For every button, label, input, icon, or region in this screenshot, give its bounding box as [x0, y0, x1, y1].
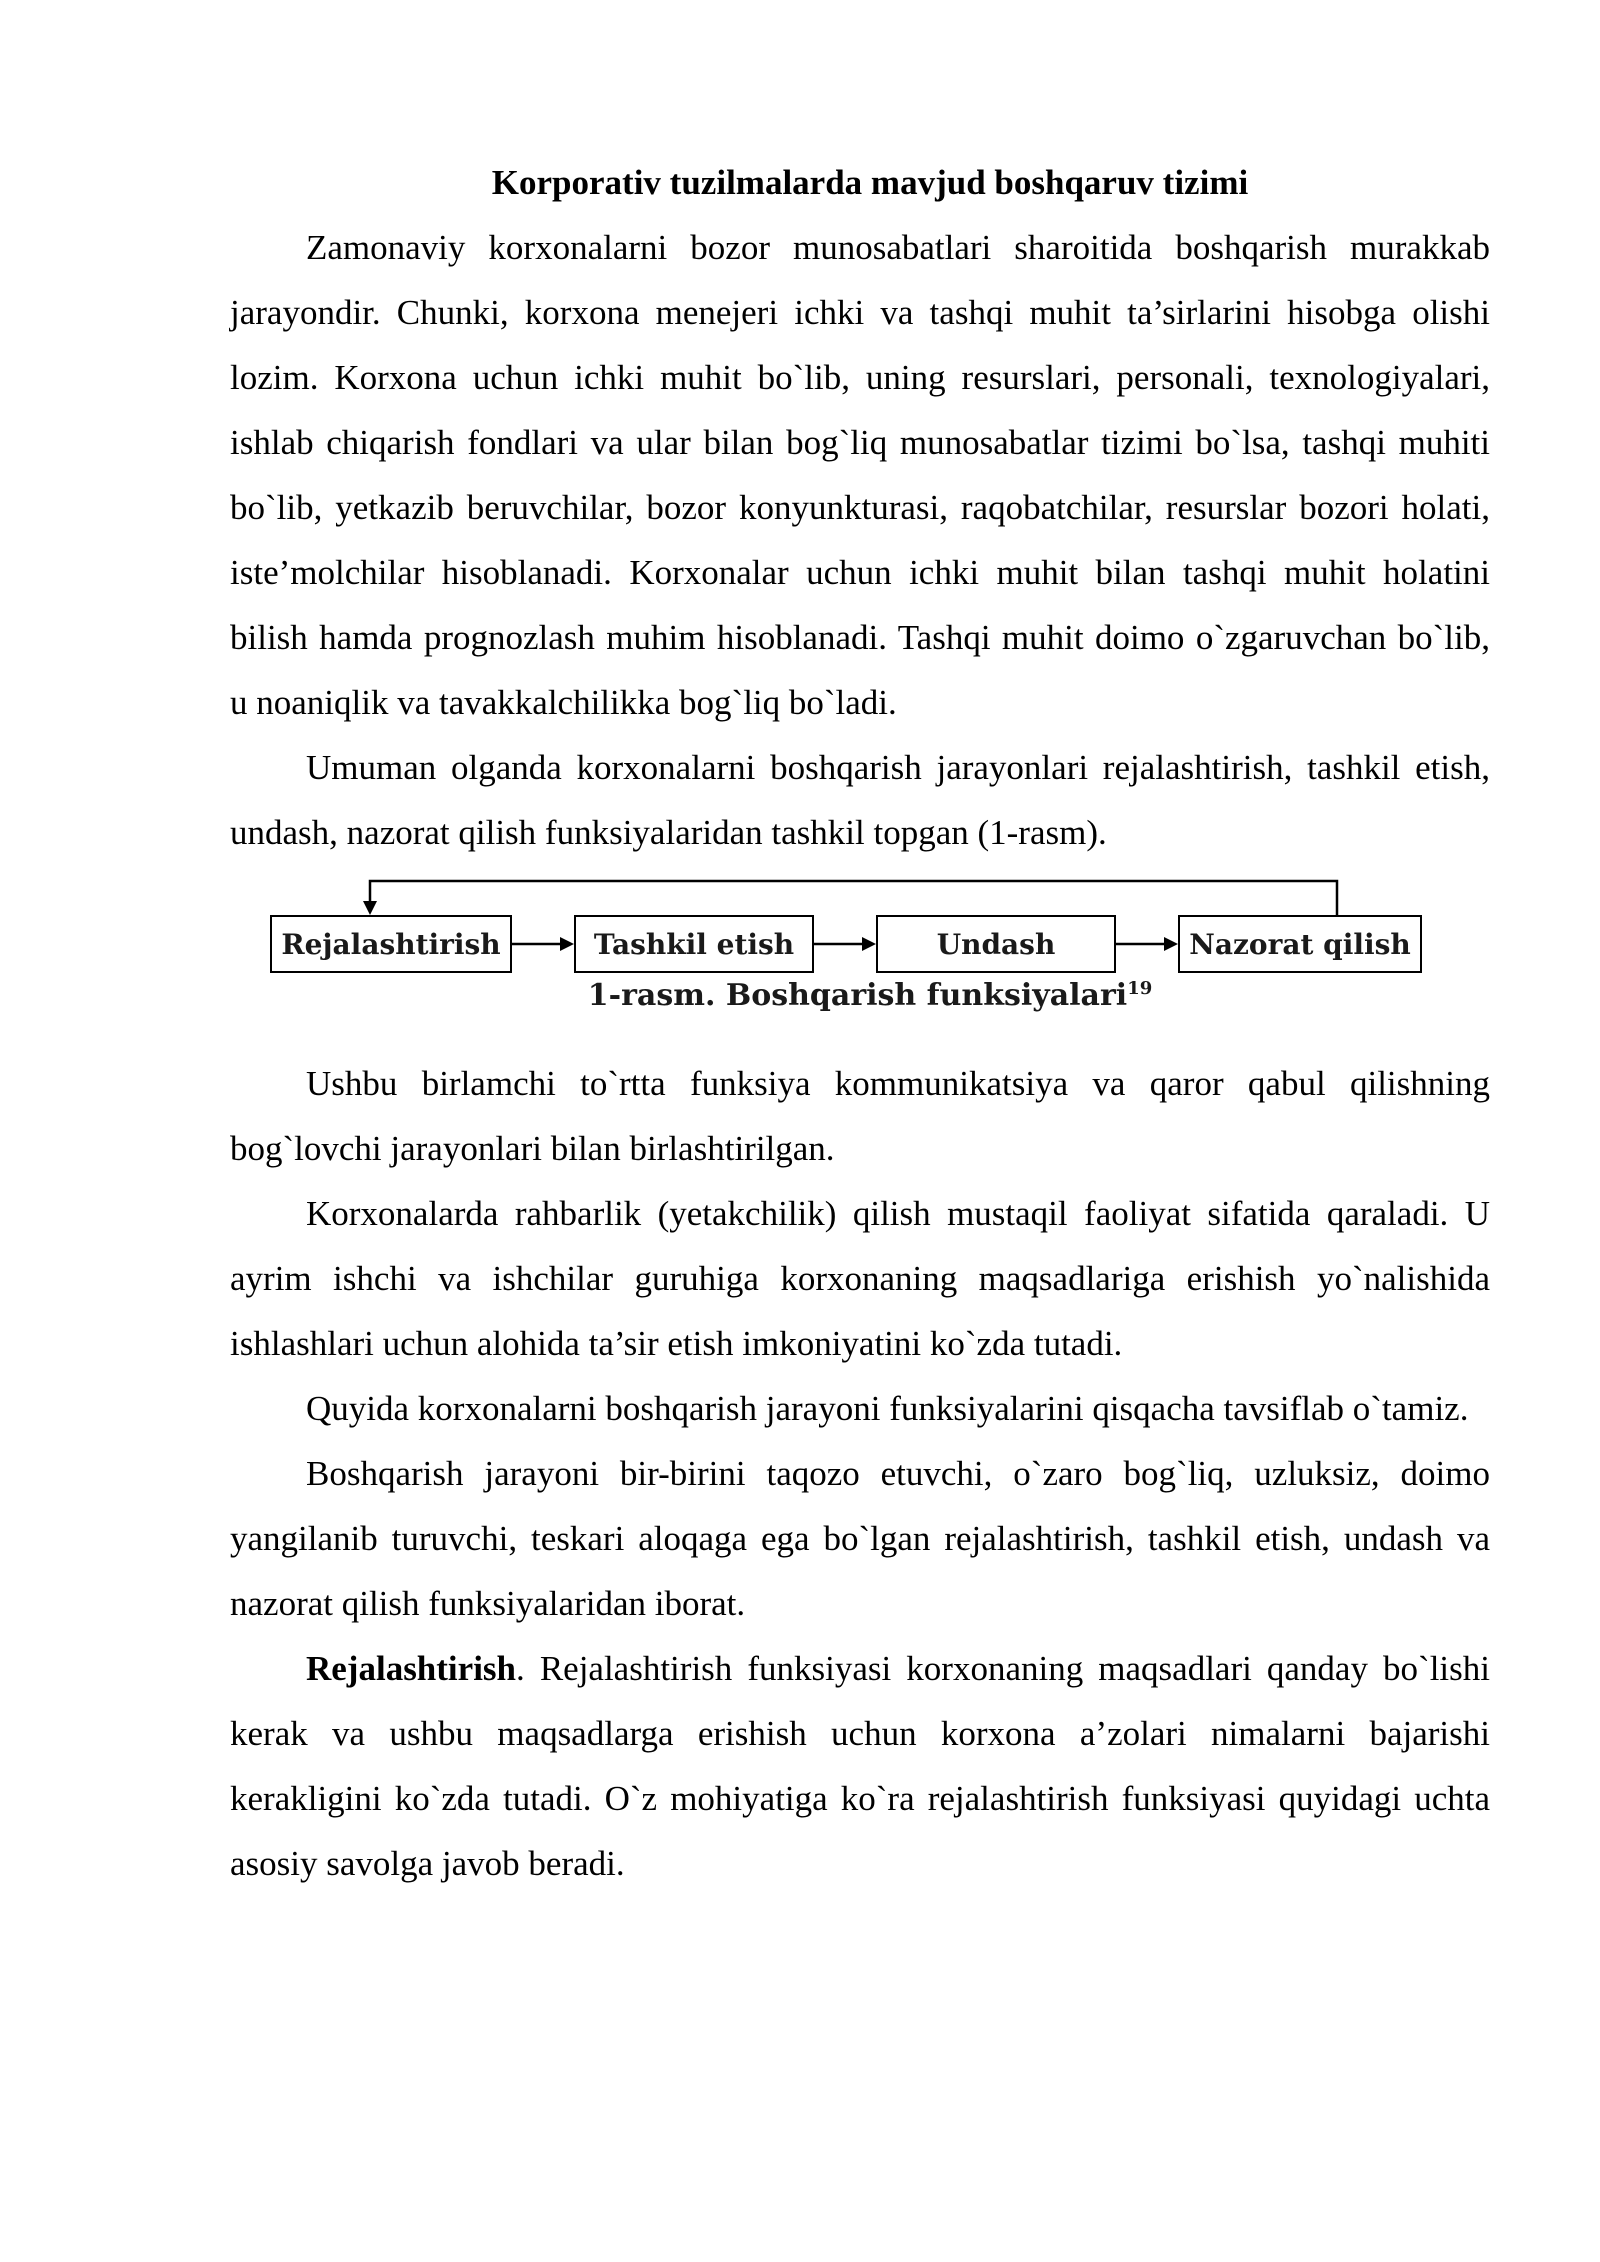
page-content: [230, 150, 1490, 1896]
planning-text: . Rejalashtirish funksiyasi korxonaning maqsadlari qanday bo`lishi kerak va ushbu maqsadlarga erishish uchun korxona a’zolari nimalarni bajarishi kerakligini ko`zda tutadi. O`z mohiyatiga ko`ra rejalashtirish funksiyasi quyidagi uchta asosiy savolga javob beradi.: [230, 1649, 1490, 1883]
box-rejalashtirish: Rejalashtirish: [270, 915, 512, 973]
paragraph-four-functions: Ushbu birlamchi to`rtta funksiya kommunikatsiya va qaror qabul qilishning bog`lovchi jarayonlari bilan birlashtirilgan.: [230, 1064, 1490, 1168]
arrowhead-3: [1164, 937, 1178, 951]
box-tashkil-etish: Tashkil etish: [574, 915, 814, 973]
paragraph-process-intro: Umuman olganda korxonalarni boshqarish jarayonlari rejalashtirish, tashkil etish, undash, nazorat qilish funksiyalaridan tashkil topgan (1-rasm).: [230, 748, 1490, 852]
paragraph-leadership: Korxonalarda rahbarlik (yetakchilik) qilish mustaqil faoliyat sifatida qaraladi. U ayrim ishchi va ishchilar guruhiga korxonaning maqsadlariga erishish yo`nalishida ishlashlari uchun alohida ta’sir etish imkoniyatini ko`zda tutadi.: [230, 1194, 1490, 1363]
document-title: Korporativ tuzilmalarda mavjud boshqaruv tizimi: [491, 163, 1249, 202]
arrowhead-1: [560, 937, 574, 951]
feedback-arrowhead: [363, 901, 377, 915]
paragraph-planning: [230, 1636, 1490, 1896]
figure-caption-footnote: 19: [1127, 978, 1153, 999]
feedback-loop-line: [370, 881, 1337, 915]
management-functions-diagram: [230, 873, 1490, 1023]
figure-caption-text: 1-rasm. Boshqarish funksiyalari: [587, 978, 1128, 1013]
paragraph-environment: Zamonaviy korxonalarni bozor munosabatlari sharoitida boshqarish murakkab jarayondir. Chunki, korxona menejeri ichki va tashqi muhit ta’sirlarini hisobga olishi lozim. Korxona uchun ichki muhit bo`lib, uning resurslari, personali, texnologiyalari, ishlab chiqarish fondlari va ular bilan bog`liq munosabatlar tizimi bo`lsa, tashqi muhiti bo`lib, yetkazib beruvchilar, bozor konyunkturasi, raqobatchilar, resurslar bozori holati, iste’molchilar hisoblanadi. Korxonalar uchun ichki muhit bilan tashqi muhit holatini bilish hamda prognozlash muhim hisoblanadi. Tashqi muhit doimo o`zgaruvchan bo`lib, u noaniqlik va tavakkalchilikka bog`liq bo`ladi.: [230, 228, 1490, 722]
paragraph-brief-description: Quyida korxonalarni boshqarish jarayoni funksiyalarini qisqacha tavsiflab o`tamiz.: [306, 1389, 1469, 1428]
figure-caption: [230, 973, 1490, 1019]
paragraph-process-definition: Boshqarish jarayoni bir-birini taqozo etuvchi, o`zaro bog`liq, uzluksiz, doimo yangilanib turuvchi, teskari aloqaga ega bo`lgan rejalashtirish, tashkil etish, undash va nazorat qilish funksiyalaridan iborat.: [230, 1454, 1490, 1623]
arrowhead-2: [862, 937, 876, 951]
box-undash: Undash: [876, 915, 1116, 973]
planning-heading: Rejalashtirish: [306, 1649, 516, 1688]
box-nazorat-qilish: Nazorat qilish: [1178, 915, 1422, 973]
